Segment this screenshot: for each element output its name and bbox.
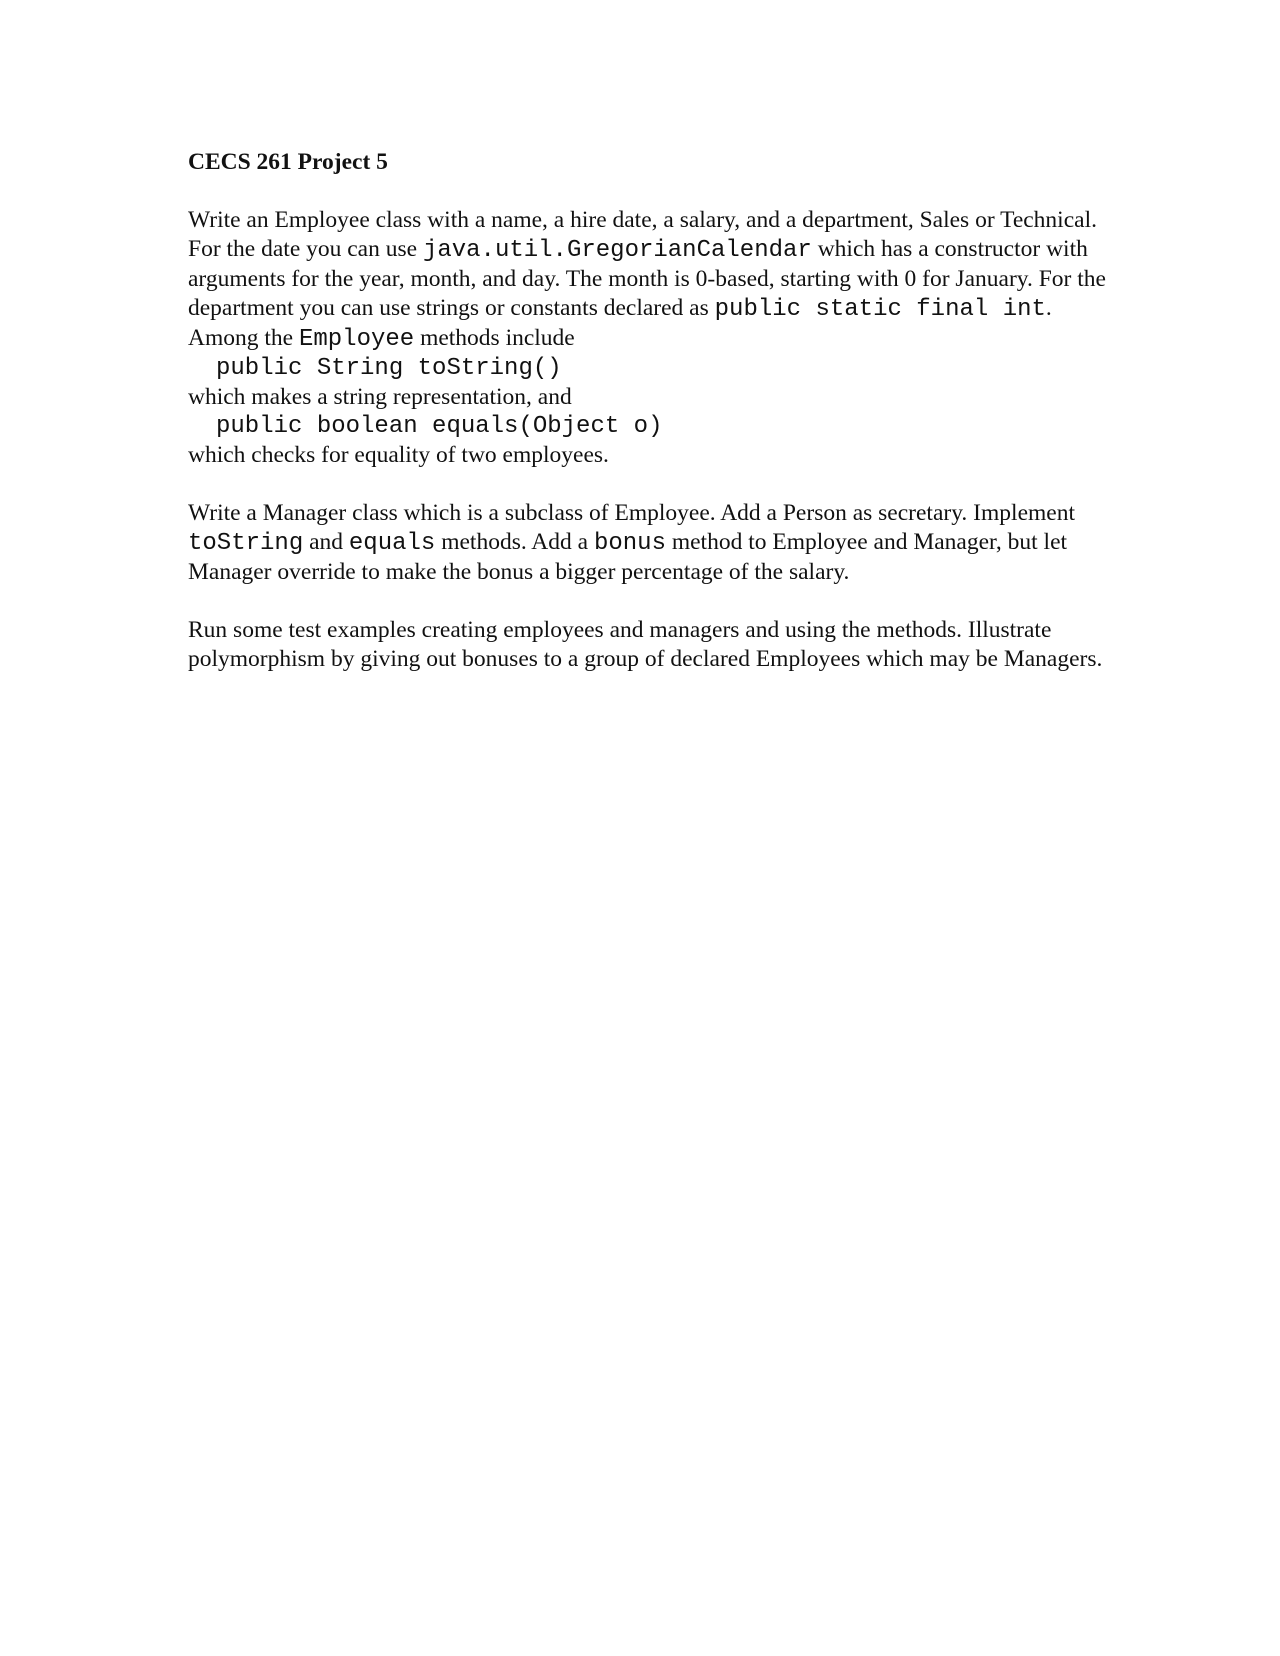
paragraph-tests: Run some test examples creating employees and managers and using the methods. Illustrate polymorphism by giving out bonuses to a group of declared Employees which may be Managers. — [188, 617, 1103, 672]
text-segment: methods include — [414, 325, 575, 351]
text-segment: which has a constructor with arguments for the year, month, and day. The month is 0-based, starting with 0 for January. For the department you can use strings or constants declared as — [188, 236, 1106, 321]
paragraph-manager — [188, 499, 1108, 587]
text-segment: and — [303, 529, 349, 555]
code-equals: equals — [348, 530, 436, 557]
text-segment: Write an Employee class with a name, a hire date, a salary, and a department, Sales or Technical. For the date you can use — [188, 207, 1097, 262]
code-public-static-final-int: public static final int — [714, 296, 1046, 323]
text-segment: methods. Add a — [435, 529, 594, 555]
document-page — [188, 148, 1108, 703]
text-segment: which checks for equality of two employees. — [188, 442, 609, 468]
text-segment: . Among the — [188, 295, 1052, 351]
document-title: CECS 261 Project 5 — [188, 149, 388, 175]
text-segment: which makes a string representation, and — [188, 384, 572, 410]
paragraph-employee — [188, 206, 1108, 470]
text-segment: method to Employee and Manager, but let Manager override to make the bonus a bigger percentage of the salary. — [188, 529, 1068, 585]
code-gregoriancalendar: java.util.GregorianCalendar — [422, 237, 812, 264]
text-segment: Write a Manager class which is a subclass of Employee. Add a Person as secretary. Implement — [188, 500, 1075, 526]
code-line-equals: public boolean equals(Object o) — [216, 413, 663, 440]
code-employee: Employee — [298, 326, 415, 353]
code-line-tostring: public String toString() — [216, 355, 562, 382]
code-tostring: toString — [188, 530, 304, 557]
code-bonus: bonus — [593, 530, 666, 557]
